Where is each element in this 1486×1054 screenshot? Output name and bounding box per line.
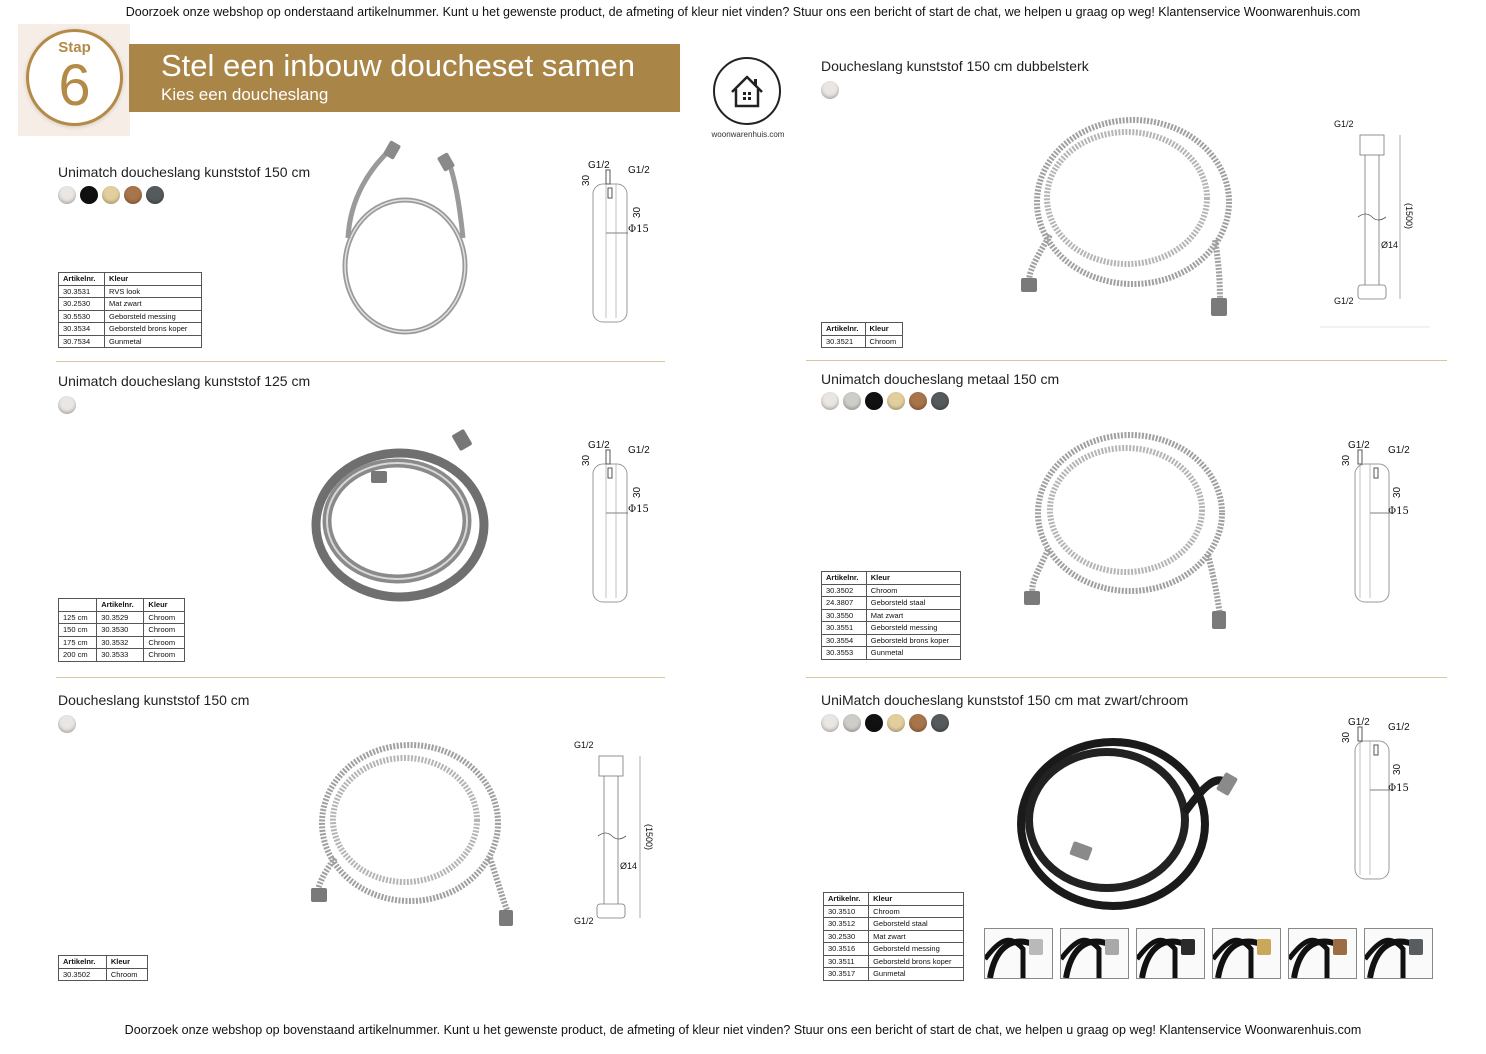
table-cell: Geborsteld staal <box>869 918 964 931</box>
variant-hose-image <box>1365 929 1432 978</box>
table-cell: 30.3553 <box>822 647 867 660</box>
table-header <box>59 599 97 612</box>
table-cell: 30.3502 <box>59 968 107 981</box>
drawing-label: 30 <box>1341 454 1352 466</box>
color-swatch[interactable] <box>58 715 76 733</box>
table-cell: 200 cm <box>59 649 97 662</box>
house-icon <box>715 59 779 123</box>
table-header: Artikelnr. <box>824 893 869 906</box>
table-header: Kleur <box>106 956 147 969</box>
drawing-label: 30 <box>632 486 643 498</box>
step-number: 6 <box>58 53 91 118</box>
table-cell: 30.3532 <box>97 636 144 649</box>
color-swatch[interactable] <box>821 81 839 99</box>
drawing-label: 30 <box>581 174 592 186</box>
table-row <box>824 955 964 968</box>
table-row <box>822 335 903 348</box>
table-cell: Chroom <box>106 968 147 981</box>
product-title: Unimatch doucheslang kunststof 150 cm <box>58 164 311 180</box>
table-cell: Chroom <box>865 335 902 348</box>
drawing-label: G1/2 <box>1388 445 1410 456</box>
drawing-label: 30 <box>1392 763 1403 775</box>
logo-text: woonwarenhuis.com <box>711 130 785 139</box>
drawing-label: Φ15 <box>1388 783 1409 794</box>
table-cell: Gunmetal <box>866 647 960 660</box>
table-cell: Chroom <box>144 611 185 624</box>
color-swatches <box>58 396 76 414</box>
drawing-label: G1/2 <box>1334 119 1354 129</box>
table-cell: RVS look <box>105 285 202 298</box>
table-cell: Geborsteld brons koper <box>869 955 964 968</box>
variant-thumbnail[interactable] <box>1060 928 1129 979</box>
table-cell: 175 cm <box>59 636 97 649</box>
drawing-label: G1/2 <box>1348 717 1370 728</box>
spec-table <box>821 571 961 660</box>
table-cell: Chroom <box>866 584 960 597</box>
table-cell: Mat zwart <box>869 930 964 943</box>
table-cell: 30.5530 <box>59 310 105 323</box>
variant-hose-image <box>1289 929 1356 978</box>
table-row <box>59 624 185 637</box>
technical-drawing <box>1330 438 1430 606</box>
table-header: Kleur <box>105 273 202 286</box>
table-cell: Geborsteld messing <box>105 310 202 323</box>
spec-table <box>58 955 148 981</box>
table-row <box>59 310 202 323</box>
table-cell: Geborsteld messing <box>869 943 964 956</box>
divider <box>56 361 665 362</box>
hose-image <box>305 425 505 605</box>
table-cell: 30.3531 <box>59 285 105 298</box>
table-cell: Gunmetal <box>869 968 964 981</box>
spec-table <box>58 598 185 662</box>
table-cell: Geborsteld brons koper <box>105 323 202 336</box>
table-row <box>822 622 961 635</box>
divider <box>806 360 1447 361</box>
variant-thumbnail[interactable] <box>1288 928 1357 979</box>
product-title: Unimatch doucheslang metaal 150 cm <box>821 371 1060 387</box>
drawing-label: Φ15 <box>1388 506 1409 517</box>
color-swatch[interactable] <box>865 714 883 732</box>
color-swatch[interactable] <box>843 714 861 732</box>
drawing-label: Φ15 <box>628 504 649 515</box>
table-row <box>59 298 202 311</box>
drawing-label: G1/2 <box>574 740 594 750</box>
table-row <box>824 943 964 956</box>
table-cell: Chroom <box>144 624 185 637</box>
table-row <box>822 634 961 647</box>
spec-table <box>823 892 964 981</box>
table-header: Kleur <box>866 572 960 585</box>
drawing-label: 30 <box>1341 731 1352 743</box>
drawing-label: (1500) <box>1404 203 1414 230</box>
color-swatch[interactable] <box>909 714 927 732</box>
table-row <box>824 905 964 918</box>
product-title: Unimatch doucheslang kunststof 125 cm <box>58 373 311 389</box>
variant-thumbnail[interactable] <box>1136 928 1205 979</box>
table-row <box>822 597 961 610</box>
table-cell: 30.3512 <box>824 918 869 931</box>
variant-thumbnail[interactable] <box>1364 928 1433 979</box>
table-cell: Chroom <box>869 905 964 918</box>
drawing-label: G1/2 <box>628 445 650 456</box>
step-label: Stap <box>58 39 91 56</box>
table-cell: 30.2530 <box>59 298 105 311</box>
table-row <box>59 323 202 336</box>
table-cell: 30.3534 <box>59 323 105 336</box>
color-swatches <box>821 714 949 732</box>
color-swatches <box>58 715 76 733</box>
step-badge <box>26 29 123 126</box>
color-swatch[interactable] <box>124 186 142 204</box>
table-cell: 30.2530 <box>824 930 869 943</box>
color-swatch[interactable] <box>931 392 949 410</box>
table-row <box>59 285 202 298</box>
bottom-instruction-text: Doorzoek onze webshop op bovenstaand artikelnummer. Kunt u het gewenste product, de afmeting of kleur niet vinden? Stuur ons een bericht of start de chat, we helpen u graag op weg! Klantenservice Woonwarenhuis.com <box>124 1023 1362 1037</box>
table-cell: Mat zwart <box>105 298 202 311</box>
table-row <box>59 649 185 662</box>
technical-drawing <box>570 438 660 606</box>
product-title: UniMatch doucheslang kunststof 150 cm mat zwart/chroom <box>821 692 1189 708</box>
drawing-label: G1/2 <box>628 165 650 176</box>
product-title: Doucheslang kunststof 150 cm <box>58 692 250 708</box>
page-subtitle: Kies een doucheslang <box>161 85 329 104</box>
hose-image <box>330 138 480 338</box>
drawing-label: 30 <box>581 454 592 466</box>
variant-thumbnail[interactable] <box>984 928 1053 979</box>
table-cell: Mat zwart <box>866 609 960 622</box>
divider <box>806 677 1447 678</box>
table-cell: 30.3533 <box>97 649 144 662</box>
table-row <box>59 611 185 624</box>
color-swatch[interactable] <box>909 392 927 410</box>
product-title: Doucheslang kunststof 150 cm dubbelsterk <box>821 58 1089 74</box>
color-swatch[interactable] <box>865 392 883 410</box>
color-swatches <box>821 392 949 410</box>
table-row <box>824 968 964 981</box>
variant-thumbnail[interactable] <box>1212 928 1281 979</box>
drawing-label: G1/2 <box>588 440 610 451</box>
color-swatch[interactable] <box>843 392 861 410</box>
color-swatch[interactable] <box>887 392 905 410</box>
table-row <box>59 636 185 649</box>
drawing-label: G1/2 <box>588 160 610 171</box>
top-instruction-text: Doorzoek onze webshop op onderstaand artikelnummer. Kunt u het gewenste product, de afmeting of kleur niet vinden? Stuur ons een bericht of start de chat, we helpen u graag op weg! Klantenservice Woonwarenhuis.com <box>125 5 1361 19</box>
table-row <box>822 584 961 597</box>
table-cell: Chroom <box>144 636 185 649</box>
drawing-label: 30 <box>1392 486 1403 498</box>
hose-image <box>305 728 525 933</box>
table-cell: Geborsteld staal <box>866 597 960 610</box>
table-header: Kleur <box>144 599 185 612</box>
variant-hose-image <box>1061 929 1128 978</box>
table-header: Kleur <box>865 323 902 336</box>
drawing-label: Ø14 <box>620 861 638 871</box>
color-swatches <box>821 81 839 99</box>
drawing-label: Ø14 <box>1381 240 1399 250</box>
table-cell: 30.3510 <box>824 905 869 918</box>
color-swatch[interactable] <box>58 186 76 204</box>
color-swatch[interactable] <box>146 186 164 204</box>
table-cell: 30.3521 <box>822 335 866 348</box>
table-cell: Geborsteld messing <box>866 622 960 635</box>
page-title: Stel een inbouw doucheset samen <box>161 48 635 83</box>
color-swatch[interactable] <box>102 186 120 204</box>
color-swatch[interactable] <box>821 392 839 410</box>
table-header: Artikelnr. <box>59 273 105 286</box>
table-cell: 30.7534 <box>59 335 105 348</box>
table-cell: 30.3517 <box>824 968 869 981</box>
table-header: Artikelnr. <box>97 599 144 612</box>
table-header: Artikelnr. <box>822 572 867 585</box>
table-cell: 24.3807 <box>822 597 867 610</box>
drawing-label: G1/2 <box>1334 296 1354 306</box>
table-cell: Geborsteld brons koper <box>866 634 960 647</box>
drawing-label: G1/2 <box>574 916 594 926</box>
table-cell: Chroom <box>144 649 185 662</box>
hose-image <box>1015 110 1245 325</box>
table-row <box>59 968 148 981</box>
table-cell: 30.3554 <box>822 634 867 647</box>
table-cell: 30.3511 <box>824 955 869 968</box>
hose-image <box>1015 722 1245 914</box>
variant-hose-image <box>1213 929 1280 978</box>
drawing-label: (1500) <box>644 824 654 851</box>
technical-drawing <box>1320 117 1430 329</box>
table-cell: 30.3550 <box>822 609 867 622</box>
color-swatch[interactable] <box>821 714 839 732</box>
color-swatch[interactable] <box>80 186 98 204</box>
spec-table <box>58 272 202 348</box>
hose-image <box>1018 425 1243 635</box>
technical-drawing <box>1330 715 1430 883</box>
drawing-label: 30 <box>632 206 643 218</box>
color-swatch[interactable] <box>931 714 949 732</box>
table-header: Artikelnr. <box>59 956 107 969</box>
drawing-label: Φ15 <box>628 224 649 235</box>
table-cell: 150 cm <box>59 624 97 637</box>
table-header: Kleur <box>869 893 964 906</box>
table-row <box>822 647 961 660</box>
table-cell: 30.3530 <box>97 624 144 637</box>
logo <box>713 57 781 125</box>
header-banner <box>129 44 680 112</box>
divider <box>56 677 665 678</box>
table-header: Artikelnr. <box>822 323 866 336</box>
table-cell: 30.3516 <box>824 943 869 956</box>
table-cell: 30.3502 <box>822 584 867 597</box>
color-swatch[interactable] <box>887 714 905 732</box>
table-cell: 30.3529 <box>97 611 144 624</box>
table-cell: 125 cm <box>59 611 97 624</box>
variant-hose-image <box>985 929 1052 978</box>
drawing-label: G1/2 <box>1388 722 1410 733</box>
drawing-label: G1/2 <box>1348 440 1370 451</box>
spec-table <box>821 322 903 348</box>
variant-hose-image <box>1137 929 1204 978</box>
technical-drawing <box>570 738 660 928</box>
table-row <box>59 335 202 348</box>
table-row <box>824 930 964 943</box>
table-cell: 30.3551 <box>822 622 867 635</box>
table-row <box>824 918 964 931</box>
technical-drawing <box>570 158 660 326</box>
color-swatches <box>58 186 164 204</box>
table-cell: Gunmetal <box>105 335 202 348</box>
color-swatch[interactable] <box>58 396 76 414</box>
table-row <box>822 609 961 622</box>
